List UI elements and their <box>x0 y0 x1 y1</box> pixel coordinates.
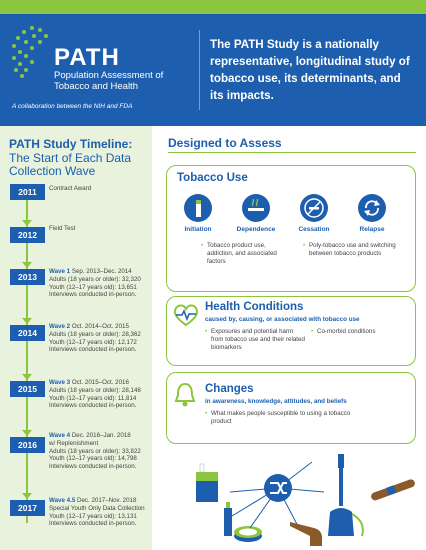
event-line: Field Test <box>49 225 76 232</box>
cigar-icon <box>370 478 416 501</box>
wave-label: Wave 2 <box>49 323 71 330</box>
timeline-year: 2011 <box>10 184 45 200</box>
timeline-title <box>9 138 149 179</box>
event-line: Adults (18 years or older): 28,148 <box>49 386 141 394</box>
icon-label: Dependence <box>236 226 276 233</box>
timeline-arrow-icon <box>22 262 32 268</box>
event-line: Oct. 2015–Oct. 2016 <box>71 379 129 386</box>
assess-title: Designed to Assess <box>168 136 282 150</box>
top-accent-bar <box>0 0 426 14</box>
smokeless-tin-icon <box>234 526 262 542</box>
event-line: Adults (18 years or older): 28,362 <box>49 330 141 338</box>
timeline-title-main: PATH Study Timeline: <box>9 137 133 151</box>
timeline-year: 2017 <box>10 500 45 516</box>
event-note: Interviews conducted in-person. <box>49 520 137 528</box>
timeline-year: 2015 <box>10 381 45 397</box>
changes-subtitle: in awareness, knowledge, attitudes, and beliefs <box>205 398 347 405</box>
changes-title: Changes <box>205 383 254 395</box>
timeline-event <box>49 185 149 193</box>
header-divider <box>199 30 200 110</box>
collaboration-note: A collaboration between the NIH and FDA <box>12 103 133 110</box>
event-line: Adults (18 years or older): 33,822 <box>49 447 141 455</box>
timeline-event <box>49 432 149 471</box>
e-cigarette-icon <box>224 502 232 536</box>
icon-label: Relapse <box>359 226 385 233</box>
tobacco-use-box <box>166 165 416 292</box>
event-line: Youth (12–17 years old): 13,131 <box>49 512 137 520</box>
timeline-event <box>49 323 149 354</box>
event-line: Dec. 2016–Jan. 2018 <box>71 432 131 439</box>
event-note: Interviews conducted in-person. <box>49 346 137 354</box>
event-line: w/ Replenishment <box>49 439 99 447</box>
cycle-icon <box>358 194 386 222</box>
wave-label: Wave 3 <box>49 379 71 386</box>
logo-subtitle: Population Assessment of Tobacco and Health <box>54 70 164 92</box>
event-line: Youth (12–17 years old): 13,651 <box>49 283 137 291</box>
event-line: Contract Award <box>49 185 92 192</box>
cigarette-icon <box>184 194 212 222</box>
event-line: Special Youth Only Data Collection <box>49 504 145 512</box>
tobacco-products-illustration <box>190 452 422 550</box>
vape-icon <box>242 194 270 222</box>
changes-bullet: • What makes people susceptible to using a tobacco product <box>211 410 351 426</box>
timeline-event <box>49 497 149 528</box>
timeline-arrow-icon <box>22 374 32 380</box>
icon-label: Cessation <box>298 226 330 233</box>
wave-label: Wave 4 <box>49 432 71 439</box>
event-line: Adults (18 years or older): 32,320 <box>49 275 141 283</box>
timeline-year: 2014 <box>10 325 45 341</box>
timeline-arrow-icon <box>22 493 32 499</box>
timeline-arrow-icon <box>22 318 32 324</box>
event-note: Interviews conducted in-person. <box>49 291 137 299</box>
event-line: Oct. 2014–Oct. 2015 <box>71 323 129 330</box>
health-conditions-box <box>166 296 416 366</box>
event-line: Youth (12–17 years old): 14,798 <box>49 455 137 463</box>
event-line: Dec. 2017–Nov. 2018 <box>77 497 137 504</box>
health-bullet: • Exposures and potential harm from tobacco use and their related biomarkers <box>211 328 307 352</box>
timeline-title-sub: The Start of Each Data Collection Wave <box>9 150 132 178</box>
no-smoking-icon <box>300 194 328 222</box>
timeline-event <box>49 268 149 299</box>
event-line: Youth (12–17 years old): 12,172 <box>49 338 137 346</box>
wave-label: Wave 4.5 <box>49 497 76 504</box>
wave-label: Wave 1 <box>49 268 71 275</box>
assess-title-underline <box>168 152 416 153</box>
heart-pulse-icon <box>172 303 200 327</box>
health-conditions-title: Health Conditions <box>205 301 304 313</box>
timeline-event <box>49 225 149 233</box>
timeline-year: 2016 <box>10 437 45 453</box>
pipe-icon <box>290 522 322 546</box>
timeline-year: 2012 <box>10 227 45 243</box>
tobacco-bullet: • Poly-tobacco use and switching between tobacco products <box>309 242 407 258</box>
changes-box <box>166 372 416 444</box>
health-conditions-subtitle: caused by, causing, or associated with tobacco use <box>205 316 360 323</box>
path-logo-icon <box>10 24 54 80</box>
event-note: Interviews conducted in-person. <box>49 463 137 471</box>
logo-title: PATH <box>54 44 120 71</box>
bell-icon <box>173 381 197 409</box>
timeline-year: 2013 <box>10 269 45 285</box>
icon-label: Initiation <box>184 226 212 233</box>
cigarette-pack-icon <box>196 464 218 502</box>
header-description: The PATH Study is a nationally representative, longitudinal study of tobacco use, its determinants, and its impacts. <box>210 38 410 102</box>
health-bullet: • Co-morbid conditions <box>317 328 407 336</box>
tobacco-bullet: • Tobacco product use, addiction, and associated factors <box>207 242 291 266</box>
timeline-arrow-icon <box>22 430 32 436</box>
timeline-event <box>49 379 149 410</box>
event-note: Interviews conducted in-person. <box>49 402 137 410</box>
tobacco-use-title: Tobacco Use <box>177 172 248 184</box>
timeline-arrow-icon <box>22 220 32 226</box>
switch-arrows-icon <box>230 462 324 530</box>
event-line: Youth (12–17 years old): 11,814 <box>49 394 137 402</box>
hookah-icon <box>328 454 363 536</box>
event-line: Sep. 2013–Dec. 2014 <box>71 268 132 275</box>
